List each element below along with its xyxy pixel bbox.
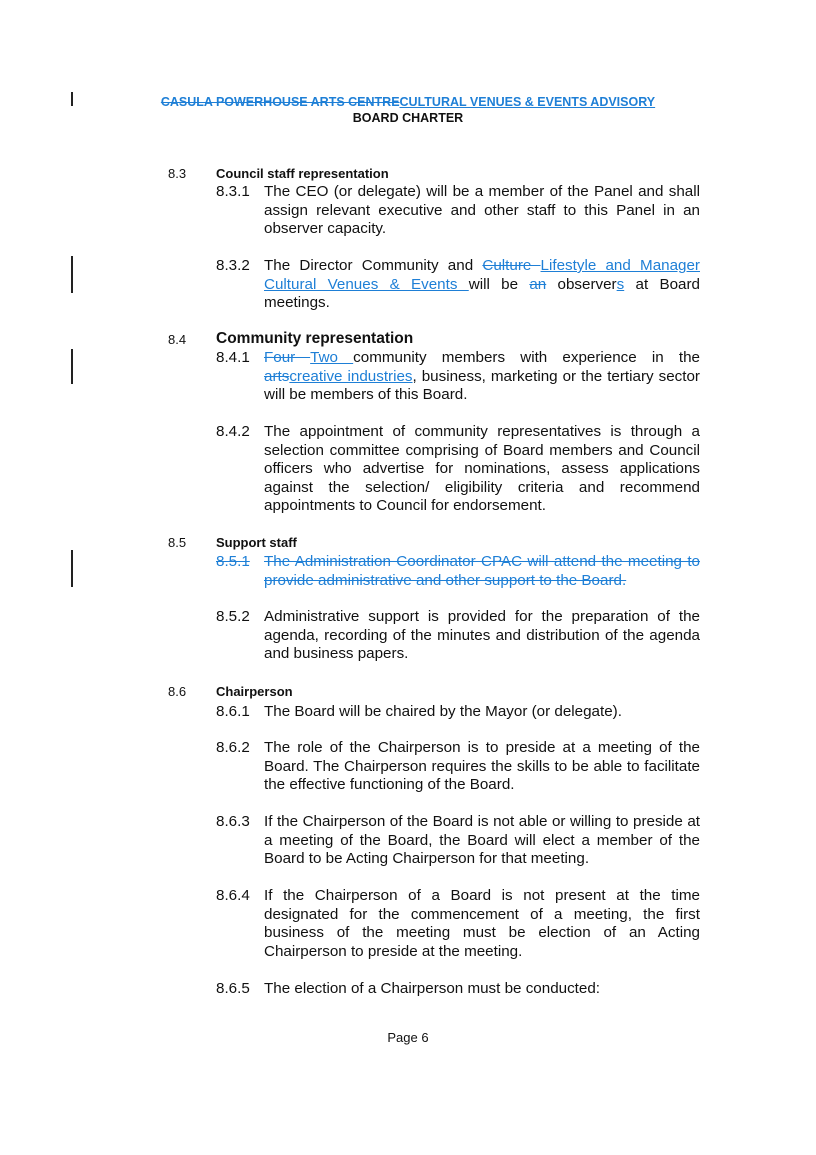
text-run: The Director Community and — [264, 257, 483, 274]
clause — [216, 703, 700, 722]
deleted-text: Culture — [482, 257, 541, 274]
inserted-text: Lifestyle and Manager Cultural Venues & Events — [264, 257, 700, 293]
clause — [216, 980, 700, 999]
inserted-text: Two — [310, 349, 354, 366]
deleted-text: an — [529, 275, 547, 293]
clause-text — [264, 257, 700, 313]
text-run: will be — [468, 275, 530, 293]
clause — [216, 608, 700, 664]
clause — [216, 349, 700, 405]
section-heading: Council staff representation — [216, 166, 389, 181]
deleted-text: CASULA POWERHOUSE ARTS CENTRE — [160, 95, 400, 109]
clause-number: 8.6.2 — [216, 739, 250, 756]
section-number: 8.5 — [168, 535, 187, 550]
clause-text: The appointment of community representatives is through a selection committee comprising of Board members and Council officers who advertise for nominations, assess applications against the selection/ eligibility criteria and recommend appointments to Council for endorsement. — [264, 423, 700, 515]
clause-number: 8.3.1 — [216, 183, 250, 200]
change-bar — [71, 550, 73, 587]
header-title-line1 — [0, 94, 816, 110]
clause-deleted — [216, 553, 700, 590]
section-heading: Community representation — [216, 330, 414, 347]
section-number: 8.6 — [168, 684, 187, 699]
clause — [216, 887, 700, 961]
clause-number: 8.6.1 — [216, 703, 250, 720]
section-heading: Support staff — [216, 535, 297, 550]
deleted-text: Four — [264, 349, 311, 366]
inserted-text: s — [616, 275, 625, 293]
clause — [216, 813, 700, 869]
inserted-text: creative industries — [289, 367, 413, 385]
clause-number: 8.6.4 — [216, 887, 250, 904]
clause-text: Administrative support is provided for the preparation of the agenda, recording of the minutes and distribution of the agenda and business papers. — [264, 608, 700, 663]
clause-number: 8.6.5 — [216, 980, 250, 997]
section-number: 8.3 — [168, 166, 187, 181]
clause-text: The election of a Chairperson must be conducted: — [264, 980, 601, 997]
clause-text: The Administration Coordinator CPAC will attend the meeting to provide administrative and other support to the Board. — [264, 553, 700, 589]
clause-number: 8.5.2 — [216, 608, 250, 625]
clause-text: If the Chairperson of the Board is not able or willing to preside at a meeting of the Board, the Board will elect a member of the Board to be Acting Chairperson for that meeting. — [264, 813, 700, 868]
document-header — [0, 94, 816, 126]
clause — [216, 183, 700, 239]
clause-text: The Board will be chaired by the Mayor (or delegate). — [264, 703, 622, 720]
text-run: at Board meetings. — [264, 275, 700, 312]
page-number: Page 6 — [387, 1030, 429, 1045]
clause — [216, 257, 700, 313]
text-run: , business, marketing or the tertiary sector will be members of this Board. — [264, 367, 700, 404]
section-number: 8.4 — [168, 332, 187, 347]
inserted-text: CULTURAL VENUES & EVENTS ADVISORY — [399, 95, 656, 109]
clause-number: 8.3.2 — [216, 257, 250, 274]
deleted-text: arts — [264, 367, 290, 385]
header-title-line2: BOARD CHARTER — [352, 111, 464, 125]
clause-number: 8.5.1 — [216, 553, 250, 570]
change-bar — [71, 349, 73, 384]
clause-text — [264, 349, 700, 405]
clause-text: The role of the Chairperson is to preside at a meeting of the Board. The Chairperson requires the skills to be able to facilitate the effective functioning of the Board. — [264, 739, 700, 794]
clause — [216, 739, 700, 795]
text-run: community members with experience in the — [353, 349, 700, 366]
clause-number: 8.4.1 — [216, 349, 250, 366]
clause-number: 8.4.2 — [216, 423, 250, 440]
change-bar — [71, 256, 73, 293]
clause — [216, 423, 700, 516]
text-run: observer — [546, 275, 617, 293]
clause-text: The CEO (or delegate) will be a member of the Panel and shall assign relevant executive and other staff to this Panel in an observer capacity. — [264, 183, 700, 238]
section-heading: Chairperson — [216, 684, 293, 699]
clause-number: 8.6.3 — [216, 813, 250, 830]
clause-text: If the Chairperson of a Board is not present at the time designated for the commencement of a meeting, the first business of the meeting must be election of an Acting Chairperson to preside at the meeting. — [264, 887, 700, 960]
